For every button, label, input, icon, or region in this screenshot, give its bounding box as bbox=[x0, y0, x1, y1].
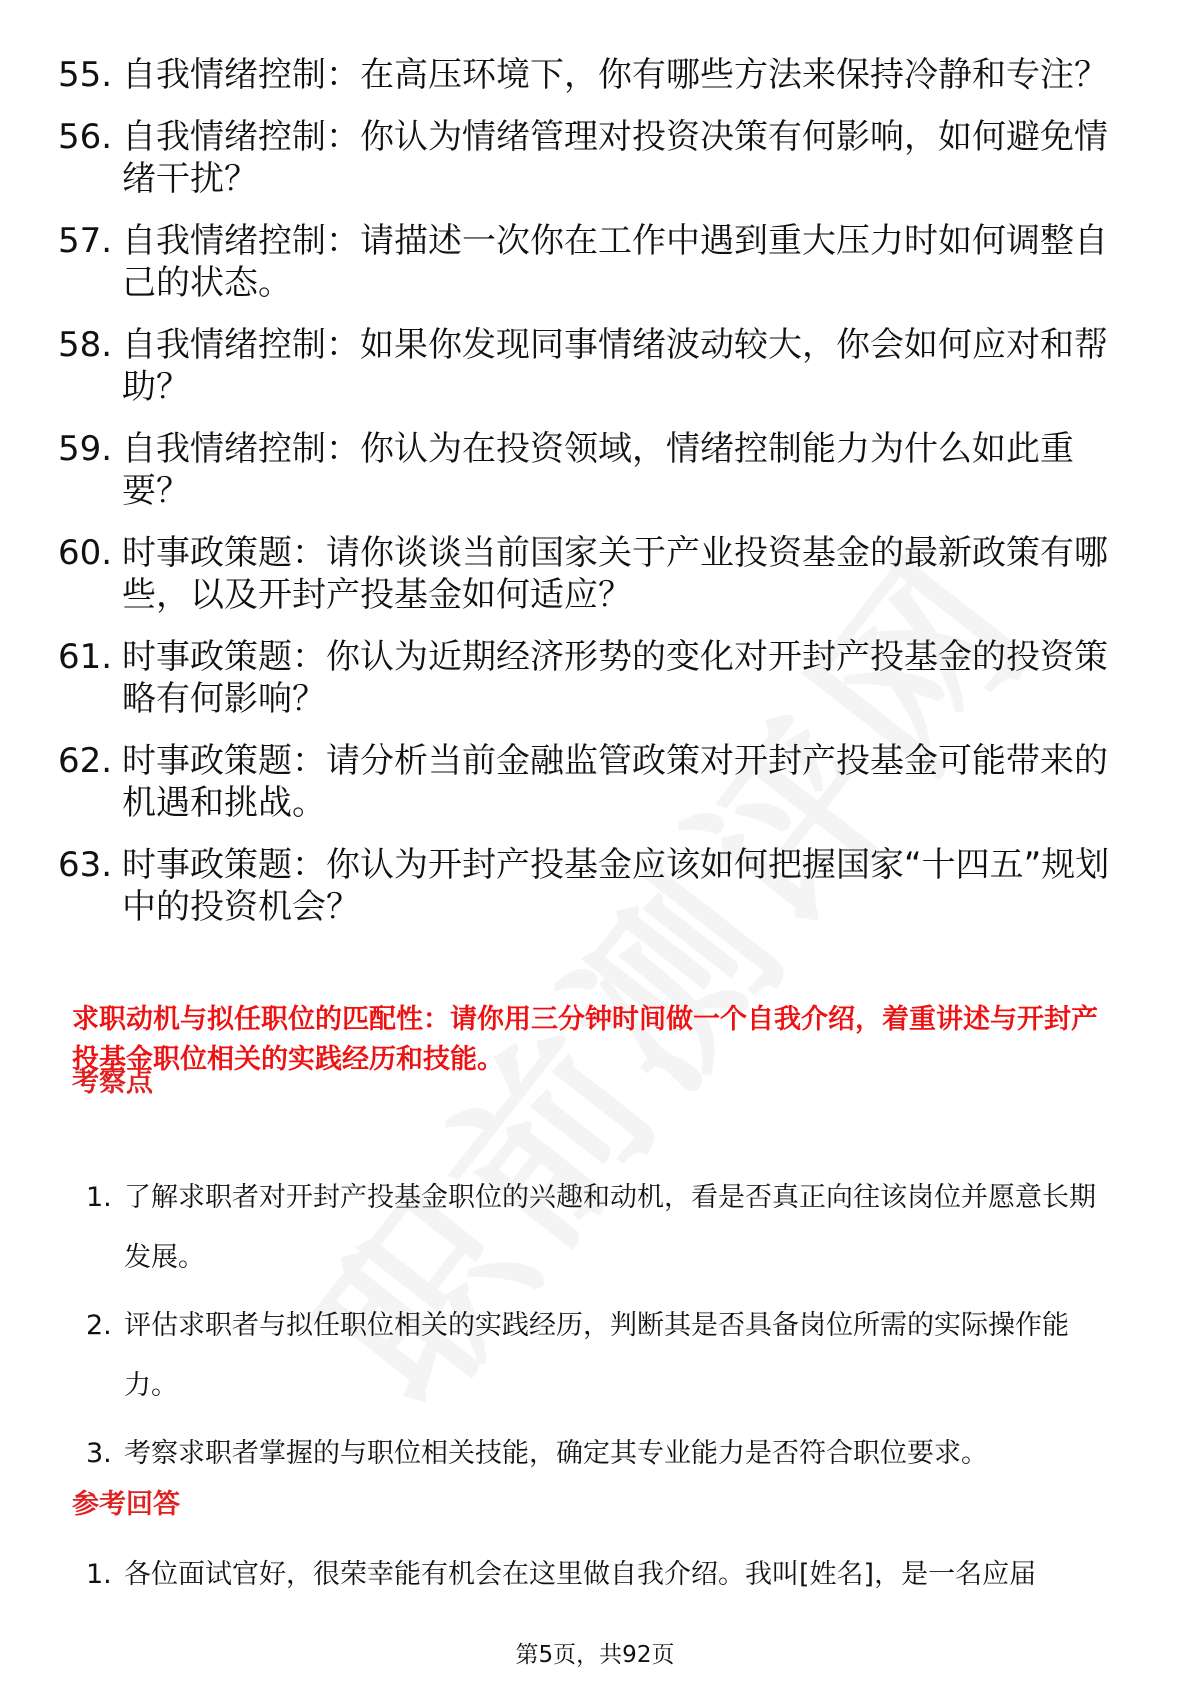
question-item bbox=[58, 636, 1118, 720]
points-list bbox=[72, 1168, 1112, 1492]
question-text: 时事政策题：请你谈谈当前国家关于产业投资基金的最新政策有哪些，以及开封产投基金如何适应？ bbox=[122, 533, 1108, 615]
point-text: 评估求职者与拟任职位相关的实践经历，判断其是否具备岗位所需的实际操作能力。 bbox=[124, 1310, 1069, 1401]
question-text: 时事政策题：你认为近期经济形势的变化对开封产投基金的投资策略有何影响？ bbox=[122, 637, 1108, 719]
question-text: 自我情绪控制：你认为在投资领域，情绪控制能力为什么如此重要？ bbox=[122, 429, 1074, 511]
answer-text: 各位面试官好，很荣幸能有机会在这里做自我介绍。我叫[姓名]，是一名应届 bbox=[124, 1559, 1037, 1590]
question-number: 63. bbox=[58, 845, 113, 885]
point-number: 2. bbox=[86, 1310, 112, 1341]
section-title-points: 考察点 bbox=[72, 1067, 153, 1098]
point-item bbox=[72, 1424, 1112, 1484]
question-number: 60. bbox=[58, 533, 113, 573]
question-item bbox=[58, 116, 1118, 200]
question-text: 自我情绪控制：在高压环境下，你有哪些方法来保持冷静和专注？ bbox=[122, 55, 1108, 95]
question-text: 自我情绪控制：如果你发现同事情绪波动较大，你会如何应对和帮助？ bbox=[122, 325, 1108, 407]
answer-item bbox=[72, 1545, 1112, 1605]
question-list bbox=[58, 54, 1118, 948]
question-number: 58. bbox=[58, 325, 113, 365]
question-item bbox=[58, 54, 1118, 96]
question-number: 56. bbox=[58, 117, 113, 157]
point-item bbox=[72, 1168, 1112, 1288]
point-number: 1. bbox=[86, 1182, 112, 1213]
question-item bbox=[58, 324, 1118, 408]
question-number: 55. bbox=[58, 55, 113, 95]
question-item bbox=[58, 844, 1118, 928]
question-number: 61. bbox=[58, 637, 113, 677]
question-text: 时事政策题：你认为开封产投基金应该如何把握国家“十四五”规划中的投资机会？ bbox=[122, 845, 1110, 927]
question-number: 62. bbox=[58, 741, 113, 781]
point-number: 3. bbox=[86, 1438, 112, 1469]
question-item bbox=[58, 428, 1118, 512]
question-number: 59. bbox=[58, 429, 113, 469]
point-text: 考察求职者掌握的与职位相关技能，确定其专业能力是否符合职位要求。 bbox=[124, 1438, 988, 1469]
question-text: 自我情绪控制：你认为情绪管理对投资决策有何影响，如何避免情绪干扰？ bbox=[122, 117, 1108, 199]
answer-list bbox=[72, 1545, 1112, 1613]
question-item bbox=[58, 740, 1118, 824]
question-item bbox=[58, 220, 1118, 304]
question-number: 57. bbox=[58, 221, 113, 261]
answer-number: 1. bbox=[86, 1559, 112, 1590]
section-title-answer: 参考回答 bbox=[72, 1489, 180, 1520]
point-item bbox=[72, 1296, 1112, 1416]
page-footer: 第5页，共92页 bbox=[515, 1642, 675, 1668]
point-text: 了解求职者对开封产投基金职位的兴趣和动机，看是否真正向往该岗位并愿意长期发展。 bbox=[124, 1182, 1096, 1273]
question-text: 时事政策题：请分析当前金融监管政策对开封产投基金可能带来的机遇和挑战。 bbox=[122, 741, 1108, 823]
featured-question: 求职动机与拟任职位的匹配性：请你用三分钟时间做一个自我介绍，着重讲述与开封产投基金职位相关的实践经历和技能。 bbox=[72, 1004, 1098, 1075]
question-text: 自我情绪控制：请描述一次你在工作中遇到重大压力时如何调整自己的状态。 bbox=[122, 221, 1108, 303]
question-item bbox=[58, 532, 1118, 616]
